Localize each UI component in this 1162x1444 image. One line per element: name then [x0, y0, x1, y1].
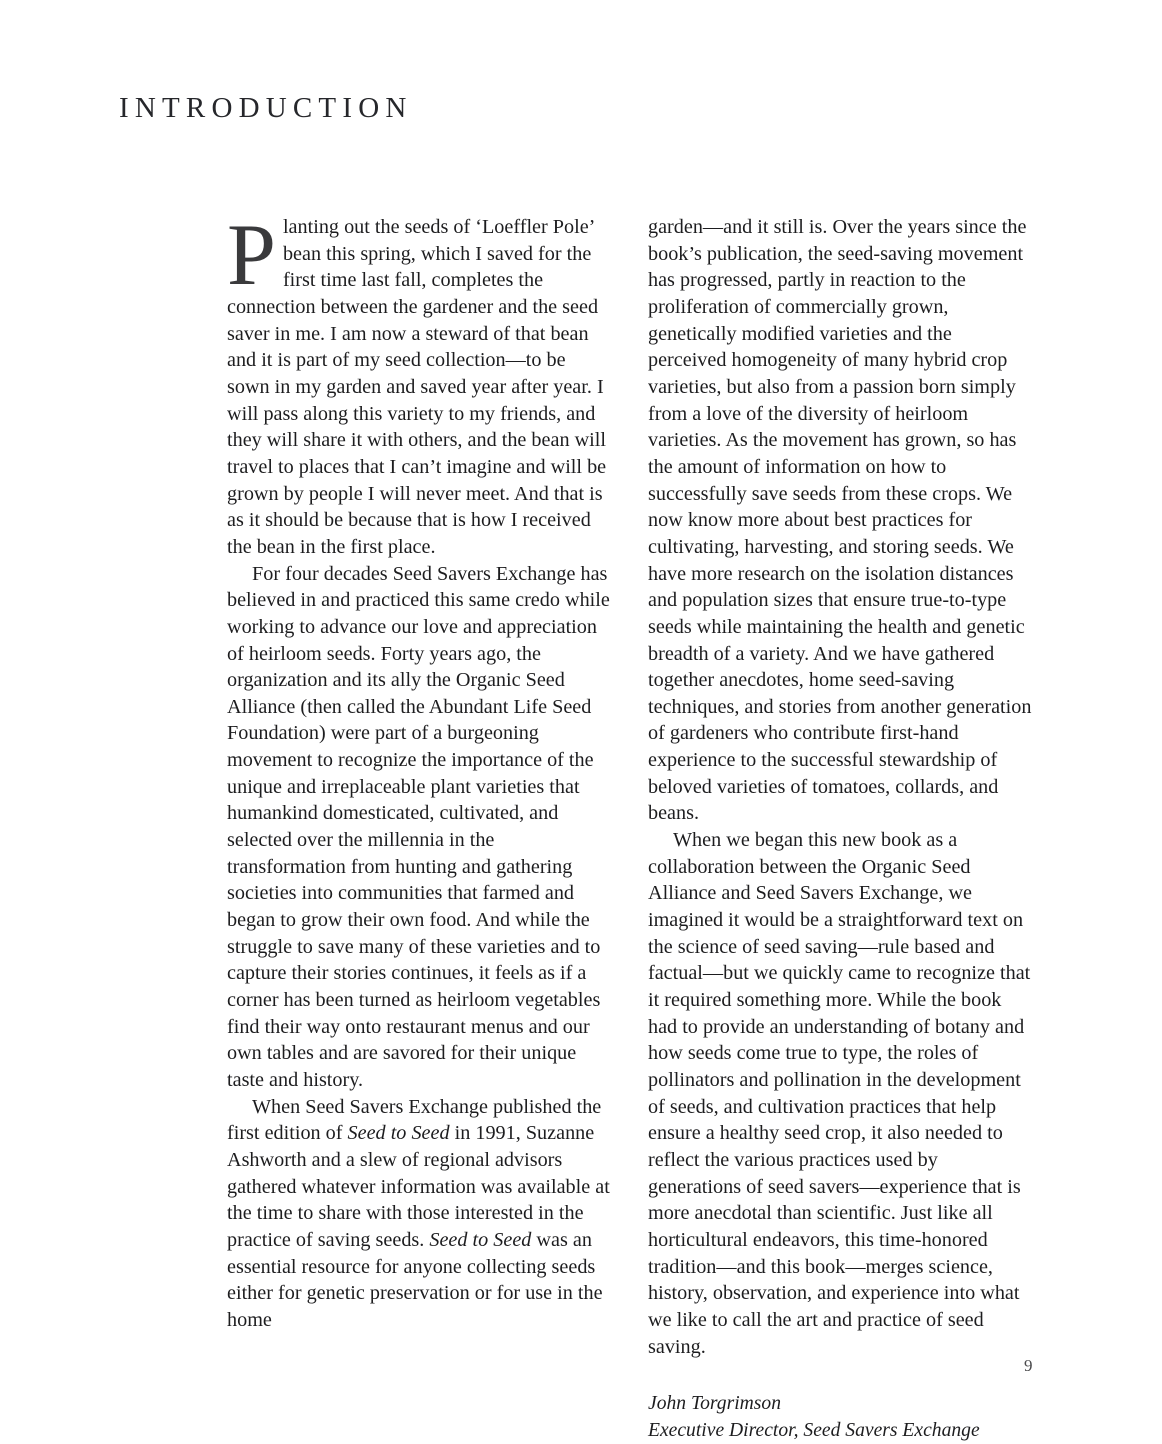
page-title: INTRODUCTION: [119, 92, 413, 125]
paragraph-text-segment: was an essential resource for anyone collecting seeds either for genetic preservation or for use in the home: [227, 1228, 603, 1331]
paragraph: [227, 561, 612, 1094]
book-title-italic: Seed to Seed: [429, 1228, 532, 1251]
paragraph: [227, 207, 612, 561]
paragraph-text: When we began this new book as a collaboration between the Organic Seed Alliance and Seed Savers Exchange, we imagined it would be a straightforward text on the science of seed saving—rule based and factual—but we quickly came to recognize that it required something more. While the book had to provide an understanding of botany and how seeds come true to type, the roles of pollinators and pollination in the development of seeds, and cultivation practices that help ensure a healthy seed crop, it also needed to reflect the various practices used by generations of seed savers—experience that is more anecdotal than scientific. Just like all horticultural endeavors, this time-honored tradition—and this book—merges science, history, observation, and experience into what we like to call the art and practice of seed saving.: [648, 829, 1031, 1358]
signature-name: John Torgrimson: [648, 1393, 782, 1415]
paragraph-text: garden—and it still is. Over the years since the book’s publication, the seed-saving movement has progressed, partly in reaction to the proliferation of commercially grown, genetically modified varieties and the perceived homogeneity of many hybrid crop varieties, but also from a passion born simply from a love of the diversity of heirloom varieties. As the movement has grown, so has the amount of information on how to successfully save seeds from these crops. We now know more about best practices for cultivating, harvesting, and storing seeds. We have more research on the isolation distances and population sizes that ensure true-to-type seeds while maintaining the health and genetic breadth of a variety. And we have gathered together anecdotes, home seed-saving techniques, and stories from another generation of gardeners who contribute first-hand experience to the successful stewardship of beloved varieties of tomatoes, collards, and beans.: [648, 216, 1032, 825]
body-text-columns: [227, 207, 1033, 1444]
paragraph-text-segment: When Seed Savers Exchange published the first edition of: [227, 1095, 602, 1145]
paragraph: [227, 1094, 612, 1334]
paragraph-text: For four decades Seed Savers Exchange has believed in and practiced this same credo while working to advance our love and appreciation of heirloom seeds. Forty years ago, the organization and its ally the Organic Seed Alliance (then called the Abundant Life Seed Foundation) were part of a burgeoning movement to recognize the importance of the unique and irreplaceable plant varieties that humankind domesticated, cultivated, and selected over the millennia in the transformation from hunting and gathering societies into communities that farmed and began to grow their own food. And while the struggle to save many of these varieties and to capture their stories continues, it feels as if a corner has been turned as heirloom vegetables find their way onto restaurant menus and our own tables and are savored for their unique taste and history.: [227, 562, 610, 1091]
paragraph: [648, 827, 1033, 1360]
page-number: 9: [1024, 1356, 1033, 1375]
signature-block: [648, 1390, 1033, 1444]
paragraph-text-segment: in 1991, Suzanne Ashworth and a slew of regional advisors gathered whatever information was available at the time to share with those interested in the practice of saving seeds.: [227, 1122, 610, 1251]
paragraph: [648, 214, 1033, 827]
text-column-right: [648, 214, 1033, 1444]
text-column-left: [227, 207, 612, 1334]
drop-cap: P: [227, 207, 276, 304]
book-title-italic: Seed to Seed: [347, 1122, 450, 1145]
signature-role: Executive Director, Seed Savers Exchange: [648, 1420, 980, 1442]
paragraph-text: lanting out the seeds of ‘Loeffler Pole’ bean this spring, which I saved for the first time last fall, completes the connection between the gardener and the seed saver in me. I am now a steward of that bean and it is part of my seed collection—to be sown in my garden and saved year after year. I will pass along this variety to my friends, and they will share it with others, and the bean will travel to places that I can’t imagine and will be grown by people I will never meet. And that is as it should be because that is how I received the bean in the first place.: [227, 216, 607, 558]
